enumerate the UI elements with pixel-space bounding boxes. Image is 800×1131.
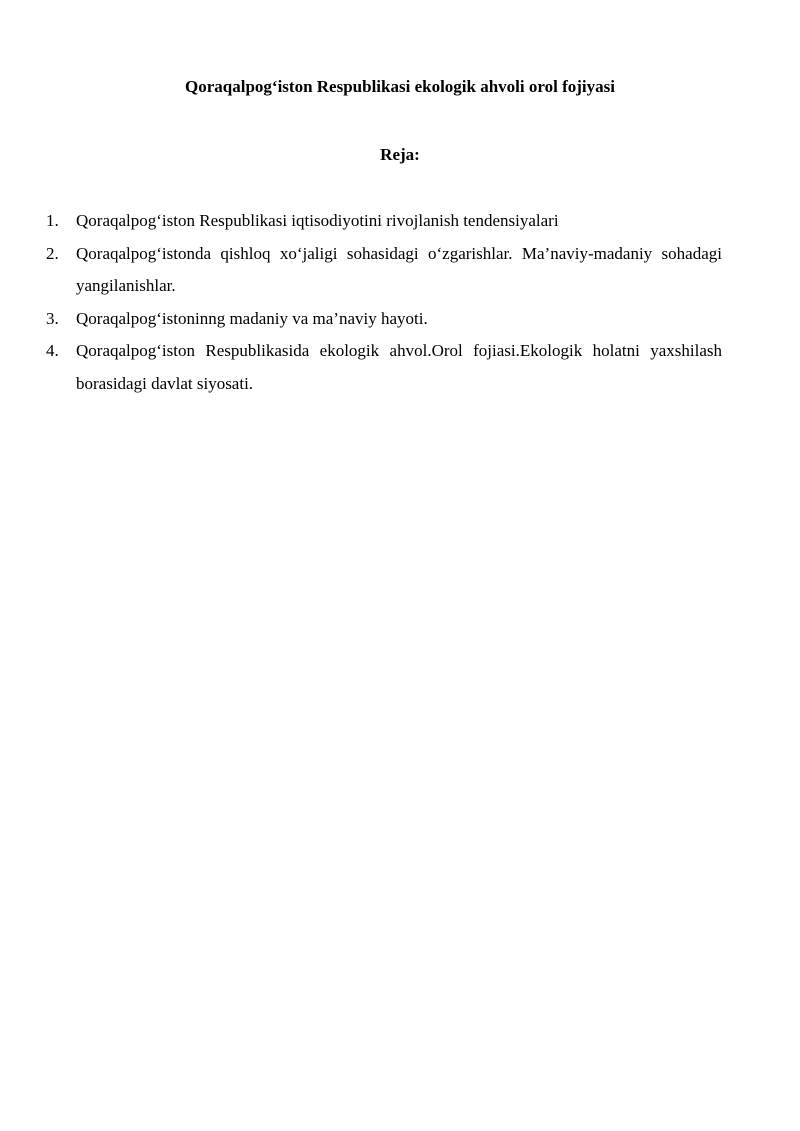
plan-list [46,205,722,400]
plan-heading: Reja: [380,145,420,164]
plan-item-number: 2. [46,243,59,263]
plan-item-text: Qoraqalpog‘iston Respublikasi iqtisodiyotini rivojlanish tendensiyalari [76,211,559,230]
plan-item-number: 4. [46,341,59,360]
plan-item-number: 1. [46,211,59,230]
plan-item [46,205,722,238]
plan-item-number: 3. [46,308,59,328]
plan-item [46,335,722,400]
plan-item [46,303,722,336]
plan-item-text: Qoraqalpog‘iston Respublikasida ekologik ahvol.Orol fojiasi.Ekologik holatni yaxshilash borasidagi davlat siyosati. [76,341,722,393]
plan-item-text: Qoraqalpog‘istonda qishloq xo‘jaligi sohasidagi o‘zgarishlar. Ma’naviy-madaniy sohadagi yangilanishlar. [76,243,722,295]
plan-item-text: Qoraqalpog‘istoninng madaniy va ma’naviy hayoti. [76,308,428,328]
plan-item [46,238,722,303]
document-title: Qoraqalpog‘iston Respublikasi ekologik ahvoli orol fojiyasi [185,77,615,96]
